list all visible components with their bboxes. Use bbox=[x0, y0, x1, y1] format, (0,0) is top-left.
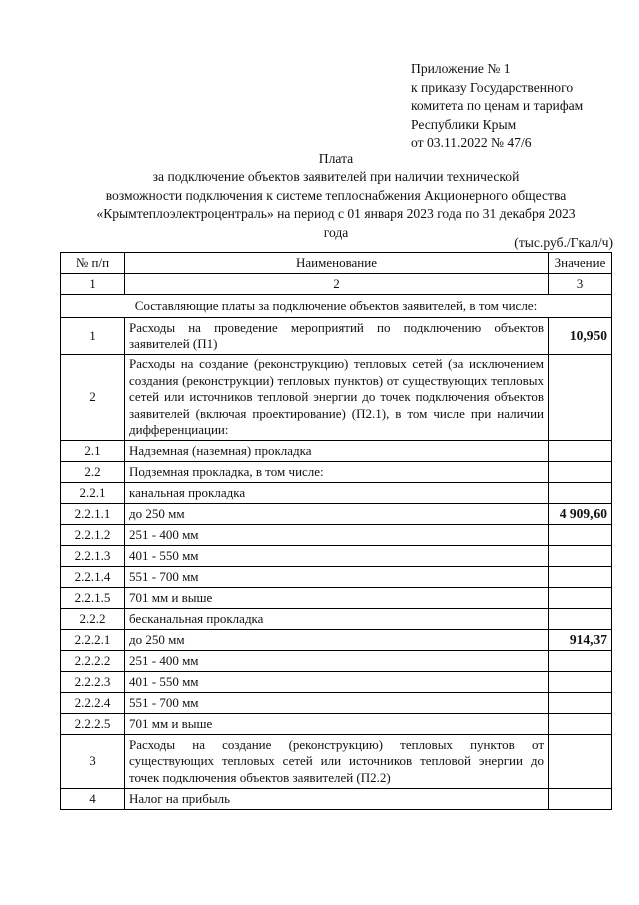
row-number: 2 bbox=[61, 355, 125, 441]
row-value bbox=[549, 651, 612, 672]
row-value bbox=[549, 567, 612, 588]
row-name: Расходы на создание (реконструкцию) тепловых сетей (за исключением создания (реконструкции) тепловых пунктов) от существующих тепловых сетей или источников тепловой энергии до точек подключения объектов заявителей (включая проектирование) (П2.1), в том числе при наличии дифференциации: bbox=[125, 355, 549, 441]
table-header-row bbox=[61, 253, 612, 274]
row-value: 10,950 bbox=[549, 318, 612, 355]
row-number: 2.2.1.5 bbox=[61, 588, 125, 609]
row-number: 2.2.2.1 bbox=[61, 630, 125, 651]
row-name: 251 - 400 мм bbox=[125, 651, 549, 672]
row-number: 2.2.1 bbox=[61, 483, 125, 504]
appendix-line: от 03.11.2022 № 47/6 bbox=[411, 135, 532, 151]
column-number: 1 bbox=[61, 274, 125, 295]
title-line: возможности подключения к системе теплоснабжения Акционерного общества bbox=[105, 187, 567, 203]
row-value: 4 909,60 bbox=[549, 504, 612, 525]
table-row bbox=[61, 630, 612, 651]
row-value bbox=[549, 525, 612, 546]
row-name: 251 - 400 мм bbox=[125, 525, 549, 546]
appendix-line: Приложение № 1 bbox=[411, 61, 511, 76]
title-line: года bbox=[323, 224, 349, 240]
title-line: Плата bbox=[318, 151, 354, 166]
table-row bbox=[61, 651, 612, 672]
table-row bbox=[61, 609, 612, 630]
row-value bbox=[549, 714, 612, 735]
row-value bbox=[549, 441, 612, 462]
row-number: 2.2.1.1 bbox=[61, 504, 125, 525]
table-row bbox=[61, 546, 612, 567]
table-row bbox=[61, 318, 612, 355]
row-number: 2.2.2 bbox=[61, 609, 125, 630]
table-row bbox=[61, 483, 612, 504]
row-number: 1 bbox=[61, 318, 125, 355]
row-number: 2.2.2.5 bbox=[61, 714, 125, 735]
row-name: Надземная (наземная) прокладка bbox=[125, 441, 549, 462]
row-value bbox=[549, 693, 612, 714]
table-row bbox=[61, 525, 612, 546]
row-name: 701 мм и выше bbox=[125, 588, 549, 609]
fee-table bbox=[60, 252, 612, 810]
row-name: Расходы на проведение мероприятий по подключению объектов заявителей (П1) bbox=[125, 318, 549, 355]
row-value bbox=[549, 672, 612, 693]
row-value bbox=[549, 462, 612, 483]
row-number: 2.2.2.4 bbox=[61, 693, 125, 714]
table-row bbox=[61, 693, 612, 714]
row-name: бесканальная прокладка bbox=[125, 609, 549, 630]
row-number: 2.2.2.2 bbox=[61, 651, 125, 672]
row-value bbox=[549, 735, 612, 789]
appendix-line: Республики Крым bbox=[411, 116, 517, 132]
row-value bbox=[549, 588, 612, 609]
table-row bbox=[61, 672, 612, 693]
row-name: Подземная прокладка, в том числе: bbox=[125, 462, 549, 483]
row-number: 2.2.1.2 bbox=[61, 525, 125, 546]
row-number: 2.2.2.3 bbox=[61, 672, 125, 693]
title-line: за подключение объектов заявителей при наличии технической bbox=[152, 169, 520, 185]
title-line: «Крымтеплоэлектроцентраль» на период с 01 января 2023 года по 31 декабря 2023 bbox=[96, 206, 576, 222]
appendix-line: к приказу Государственного bbox=[411, 79, 574, 95]
header-name: Наименование bbox=[125, 253, 549, 274]
table-row bbox=[61, 588, 612, 609]
row-value bbox=[549, 609, 612, 630]
row-value bbox=[549, 789, 612, 810]
row-number: 2.2.1.3 bbox=[61, 546, 125, 567]
document-title bbox=[60, 150, 612, 242]
table-row bbox=[61, 735, 612, 789]
appendix-line: комитета по ценам и тарифам bbox=[411, 98, 584, 114]
column-number-row bbox=[61, 274, 612, 295]
row-name: 401 - 550 мм bbox=[125, 546, 549, 567]
row-number: 4 bbox=[61, 789, 125, 810]
section-row bbox=[61, 295, 612, 318]
appendix-reference bbox=[411, 60, 626, 153]
column-number: 2 bbox=[125, 274, 549, 295]
row-name: 551 - 700 мм bbox=[125, 693, 549, 714]
row-number: 2.2.1.4 bbox=[61, 567, 125, 588]
section-title: Составляющие платы за подключение объектов заявителей, в том числе: bbox=[61, 295, 612, 318]
row-value: 914,37 bbox=[549, 630, 612, 651]
row-name: Расходы на создание (реконструкцию) тепловых пунктов от существующих тепловых сетей или источников тепловой энергии до точек подключения объектов заявителей (П2.2) bbox=[125, 735, 549, 789]
table-row bbox=[61, 355, 612, 441]
row-number: 3 bbox=[61, 735, 125, 789]
table-row bbox=[61, 504, 612, 525]
table-row bbox=[61, 462, 612, 483]
column-number: 3 bbox=[549, 274, 612, 295]
table-row bbox=[61, 567, 612, 588]
row-name: 701 мм и выше bbox=[125, 714, 549, 735]
row-name: 401 - 550 мм bbox=[125, 672, 549, 693]
row-number: 2.1 bbox=[61, 441, 125, 462]
table-row bbox=[61, 441, 612, 462]
table-row bbox=[61, 789, 612, 810]
unit-label: (тыс.руб./Гкал/ч) bbox=[514, 235, 613, 250]
row-value bbox=[549, 546, 612, 567]
row-name: до 250 мм bbox=[125, 630, 549, 651]
row-value bbox=[549, 483, 612, 504]
row-value bbox=[549, 355, 612, 441]
row-name: 551 - 700 мм bbox=[125, 567, 549, 588]
header-number: № п/п bbox=[61, 253, 125, 274]
row-name: до 250 мм bbox=[125, 504, 549, 525]
table-row bbox=[61, 714, 612, 735]
row-number: 2.2 bbox=[61, 462, 125, 483]
row-name: Налог на прибыль bbox=[125, 789, 549, 810]
row-name: канальная прокладка bbox=[125, 483, 549, 504]
header-value: Значение bbox=[549, 253, 612, 274]
